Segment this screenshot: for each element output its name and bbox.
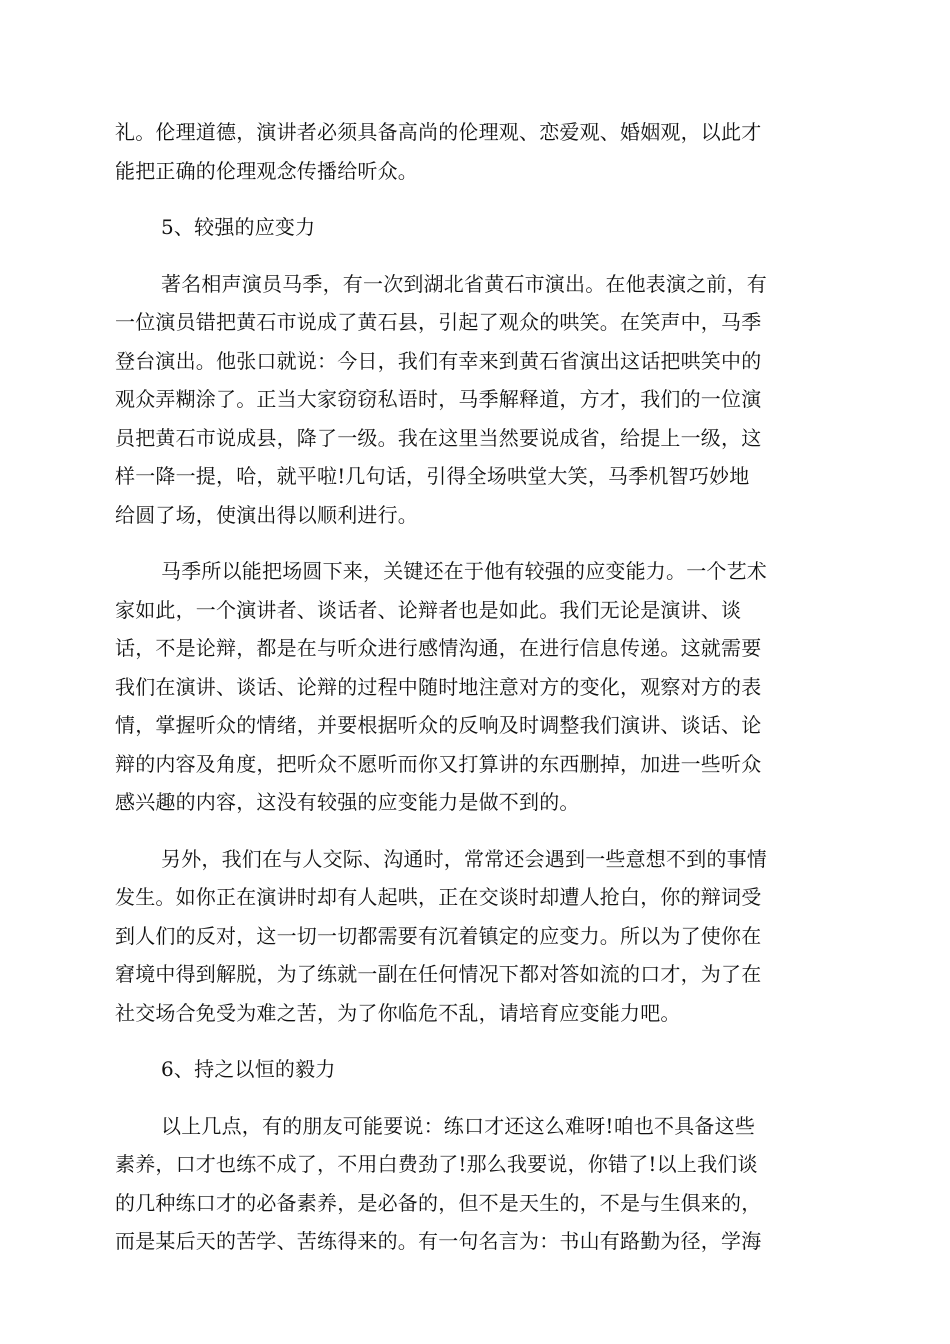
paragraph	[115, 265, 835, 535]
section-heading	[115, 208, 835, 247]
paragraph-line: 情，掌握听众的情绪，并要根据听众的反响及时调整我们演讲、谈话、论	[115, 713, 762, 737]
paragraph-line: 另外，我们在与人交际、沟通时，常常还会遇到一些意想不到的事情	[161, 846, 767, 871]
paragraph-line: 礼。伦理道德，演讲者必须具备高尚的伦理观、恋爱观、婚姻观，以此才	[115, 120, 762, 144]
paragraph-line: 给圆了场，使演出得以顺利进行。	[115, 502, 418, 527]
paragraph	[115, 552, 835, 822]
paragraph	[115, 1107, 835, 1261]
paragraph-line: 观众弄糊涂了。正当大家窃窃私语时，马季解释道，方才，我们的一位演	[115, 387, 762, 411]
paragraph-line: 感兴趣的内容，这没有较强的应变能力是做不到的。	[115, 790, 580, 814]
section-heading	[115, 1050, 835, 1089]
paragraph-gap	[115, 247, 835, 265]
paragraph-line: 一位演员错把黄石市说成了黄石县，引起了观众的哄笑。在笑声中，马季	[115, 310, 762, 334]
paragraph-line: 以上几点，有的朋友可能要说：练口才还这么难呀!咱也不具备这些	[161, 1113, 756, 1138]
paragraph-line: 家如此，一个演讲者、谈话者、论辩者也是如此。我们无论是演讲、谈	[115, 597, 742, 622]
paragraph-line: 样一降一提，哈，就平啦!几句话，引得全场哄堂大笑，马季机智巧妙地	[115, 464, 750, 488]
paragraph	[115, 113, 835, 190]
heading-text: 6、持之以恒的毅力	[161, 1057, 336, 1081]
paragraph-line: 到人们的反对，这一切一切都需要有沉着镇定的应变力。所以为了使你在	[115, 923, 762, 948]
paragraph-line: 员把黄石市说成县，降了一级。我在这里当然要说成省，给提上一级，这	[115, 425, 762, 450]
paragraph-line: 而是某后天的苦学、苦练得来的。有一句名言为：书山有路勤为径，学海	[115, 1229, 762, 1253]
paragraph-line: 的几种练口才的必备素养，是必备的，但不是天生的，不是与生俱来的，	[115, 1190, 762, 1215]
paragraph-line: 社交场合免受为难之苦，为了你临危不乱，请培育应变能力吧。	[115, 1000, 681, 1025]
paragraph-line: 素养，口才也练不成了，不用白费劲了!那么我要说，你错了!以上我们谈	[115, 1152, 758, 1176]
document-body	[115, 113, 835, 1261]
paragraph-gap	[115, 822, 835, 840]
paragraph-gap	[115, 1089, 835, 1107]
heading-text: 5、较强的应变力	[161, 215, 316, 239]
paragraph-line: 能把正确的伦理观念传播给听众。	[115, 158, 418, 183]
paragraph-line: 发生。如你正在演讲时却有人起哄，正在交谈时却遭人抢白，你的辩词受	[115, 885, 762, 909]
paragraph-line: 话，不是论辩，都是在与听众进行感情沟通，在进行信息传递。这就需要	[115, 636, 762, 660]
paragraph-gap	[115, 1032, 835, 1050]
paragraph-gap	[115, 534, 835, 552]
paragraph	[115, 840, 835, 1033]
paragraph-line: 登台演出。他张口就说：今日，我们有幸来到黄石省演出这话把哄笑中的	[115, 348, 762, 373]
paragraph-line: 辩的内容及角度，把听众不愿听而你又打算讲的东西删掉，加进一些听众	[115, 751, 762, 776]
paragraph-line: 著名相声演员马季，有一次到湖北省黄石市演出。在他表演之前，有	[161, 271, 767, 296]
paragraph-line: 窘境中得到解脱，为了练就一副在任何情况下都对答如流的口才，为了在	[115, 962, 762, 986]
paragraph-line: 我们在演讲、谈话、论辩的过程中随时地注意对方的变化，观察对方的表	[115, 674, 762, 699]
paragraph-gap	[115, 190, 835, 208]
paragraph-line: 马季所以能把场圆下来，关键还在于他有较强的应变能力。一个艺术	[161, 559, 767, 583]
